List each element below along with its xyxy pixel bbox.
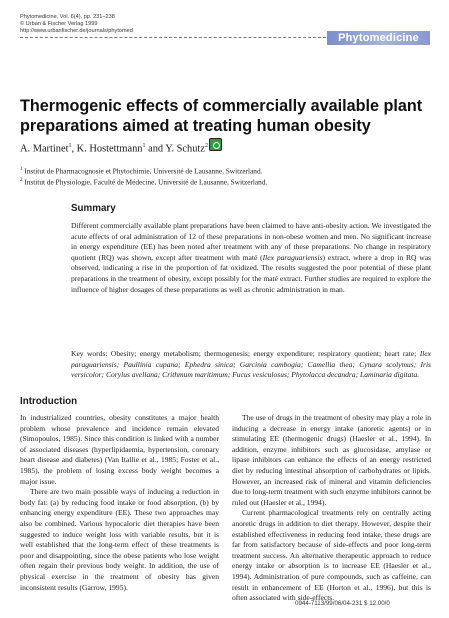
paragraph: Current pharmacological treatments rely on centrally acting anoretic drugs in addition to diet therapy. However, despite their established effectiveness in reducing food intake, these drugs are far from satisfactory because of side-effects and poor long-term treatment success. An alternative therapeutic approach to reduce energy intake or absorption is to increase EE (Haesler et al., 1994). Administration of pure compounds, such as caffeine, can result in enhancement of EE (Horton et al., 1996), but this is often associated with side-effects. <box>232 508 431 603</box>
introduction-heading: Introduction <box>20 396 78 407</box>
author-affil-mark: 1 <box>68 143 72 149</box>
journal-header <box>20 14 133 36</box>
author-list <box>20 140 208 155</box>
keywords <box>71 349 431 381</box>
affiliation-line <box>20 165 267 176</box>
keywords-label: Key words: <box>71 349 108 358</box>
affiliation-mark: 1 <box>20 167 23 172</box>
summary-species-name: Ilex paraguariensis <box>262 252 323 262</box>
author-affil-mark: 2 <box>204 143 208 149</box>
body-column-right <box>232 413 431 604</box>
author-name: A. Martinet <box>20 143 69 155</box>
paragraph: There are two main possible ways of inducing a reduction in body fat: (a) by reducing food intake or food absorption, (b) by enhancing energy expenditure (EE). These two approaches may also be combined. Various hypocaloric diet therapies have been suggested to induce weight loss with variable results, but it is well established that the long-term effect of these treatments is poor and disappointing, since the obese patients who lose weight often regain their previous body weight. In addition, the use of physical exercise in the treatment of obesity has given inconsistent results (Garrow, 1995). <box>20 487 219 592</box>
keywords-terms: Obesity; energy metabolism; thermogenesis; energy expenditure; respiratory quotient; heart rate; <box>107 349 420 358</box>
author-name: , K. Hostettmann <box>71 143 143 155</box>
article-code: 0944-7113/99/06/04-231 $ 12.00/0 <box>295 600 390 607</box>
affiliation-text: Institut de Pharmacognosie et Phytochimie, Université de Lausanne, Switzerland. <box>22 166 263 176</box>
body-column-left <box>20 413 219 593</box>
paragraph: In industrialized countries, obesity constitutes a major health problem whose prevalence and incidence remain elevated (Simopoulos, 1985). Since this condition is linked with a number of associated diseases (hyperlipidaemia, hypertension, coronary heart disease and diabetes) (Van Itallie et al., 1985; Foster et al., 1985), the problem of losing excess body weight becomes a major issue. <box>20 413 219 486</box>
author-affil-mark: 1 <box>142 143 146 149</box>
affiliations <box>20 165 267 187</box>
summary-text-part: Different commercially available plant preparations have been claimed to have anti-obesity action. We investigated the acute effects of oral administration of 12 of these preparations in non-obese women and men. No significant increase in energy expenditure (EE) has been noted after treatment with any of these preparations. No change in respiratory quotient (RQ) was shown, except after treatment with maté ( <box>71 221 431 262</box>
author-name: and Y. Schutz <box>145 143 205 155</box>
summary-text <box>71 221 431 295</box>
summary-heading: Summary <box>71 203 116 214</box>
header-divider <box>20 37 326 38</box>
affiliation-line <box>20 176 267 187</box>
journal-citation: Phytomedicine, Vol. 6(4), pp. 231–238 <box>20 14 115 20</box>
affiliation-text: Institut de Physiologie, Faculté de Médecine, Université de Lausanne, Switzerland. <box>22 177 268 187</box>
keywords-species: Ilex paraguariensis; Paullinia cupana; Ephedra sinica; Garcinia cambogia; Camellia thea; Cynara scolymus; Iris versicolor; Corylus avellana; Crithmum maritimum; Fucus vesiculosus; Phytolacca decandra; Laminaria digitata. <box>71 349 431 380</box>
corresponding-author-icon <box>209 138 222 151</box>
affiliation-mark: 2 <box>20 177 23 183</box>
publisher-copyright: © Urban & Fischer Verlag 1999 <box>20 21 98 28</box>
journal-url[interactable]: http://www.urbanfischer.de/journals/phytomed <box>20 28 133 35</box>
journal-brand-logo: Phytomedicine <box>327 31 430 45</box>
article-title: Thermogenic effects of commercially available plant preparations aimed at treating human obesity <box>20 97 423 135</box>
summary-text-part: ) extract, where a drop in RQ was observed, indicating a rise in the proportion of fat oxidized. The results suggested the poor potential of these plant preparations in the treatment of obesity, except possibly for the maté extract. Further studies are required to explore the influence of higher dosages of these preparations as well as chronic administration in man. <box>71 252 431 294</box>
paragraph: The use of drugs in the treatment of obesity may play a role in inducing a decrease in energy intake (anoretic agents) or in stimulating EE (thermogenic drugs) (Haesler et al., 1994). In addition, enzyme inhibitors such as glucosidase, amylase or lipase inhibitors can enhance the effects of an energy restricted diet by reducing intestinal absorption of carbohydrates or lipids. However, an increased risk of mineral and vitamin deficiencies due to long-term treatment with such enzyme inhibitors cannot be ruled out (Haesler et al., 1994). <box>232 413 431 507</box>
